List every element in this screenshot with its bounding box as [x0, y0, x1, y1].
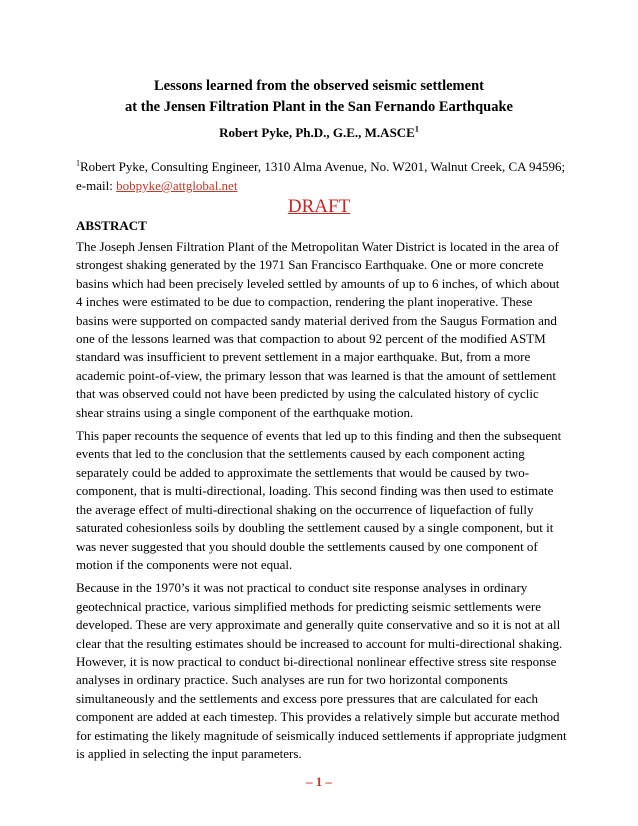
abstract-paragraph-3: Because in the 1970’s it was not practical to conduct site response analyses in ordinary geotechnical practice, various simplified methods for predicting seismic settlements were developed. These are very approximate and generally quite conservative and so it is not at all clear that the resulting estimates should be increased to account for multi-directional shaking. However, it is now practical to conduct bi-directional nonlinear effective stress site response analyses in ordinary practice. Such analyses are run for two horizontal components simultaneously and the settlements and excess pore pressures that are calculated for each component are added at each timestep. This provides a relatively simple but accurate method for estimating the likely magnitude of seismically induced settlements if appropriate judgment is applied in selecting the input parameters. [76, 580, 567, 761]
affiliation-text: Robert Pyke, Consulting Engineer, 1310 Alma Avenue, No. W201, Walnut Creek, CA 94596; [80, 159, 566, 174]
abstract-paragraph-1: The Joseph Jensen Filtration Plant of the Metropolitan Water District is located in the area of strongest shaking generated by the 1971 San Francisco Earthquake. One or more concrete basins which had been precisely leveled settled by amounts of up to 6 inches, of which about 4 inches were estimated to be due to compaction, rendering the plant inoperative. These basins were supported on compacted sandy material derived from the Saugus Formation and one of the lessons learned was that compaction to about 92 percent of the modified ASTM standard was insufficient to prevent settlement in a major earthquake. But, from a more academic point-of-view, the primary lesson that was learned is that the amount of settlement that was observed could not have been predicted by using the calculated history of cyclic shear strains using a single component of the earthquake motion. [76, 239, 560, 420]
author-name: Robert Pyke, Ph.D., G.E., M.ASCE [219, 125, 415, 140]
affiliation-superscript: 1 [76, 158, 80, 168]
affiliation [76, 157, 576, 195]
draft-watermark: DRAFT [287, 196, 351, 217]
abstract-paragraph-2: This paper recounts the sequence of events that led up to this finding and then the subsequent events that led to the conclusion that the settlements caused by each component acting separately could be added to approximate the settlements that would be caused by two-component, that is multi-directional, loading. This second finding was then used to estimate the average effect of multi-directional shaking on the occurrence of liquefaction of fully saturated cohesionless soils by doubling the settlement caused by a single component, but it was never suggested that you should double the settlements caused by one component of motion if the components were not equal. [76, 428, 562, 572]
abstract-body [76, 238, 568, 768]
email-prefix: e-mail: [76, 178, 117, 193]
email-link[interactable]: bobpyke@attglobal.net [116, 178, 238, 193]
title-line-1: Lessons learned from the observed seismic settlement [154, 78, 484, 94]
email-line [76, 176, 576, 195]
page-number: – 1 – [306, 774, 332, 789]
author-superscript: 1 [414, 124, 419, 134]
paper-title [60, 76, 578, 118]
abstract-heading: ABSTRACT [76, 218, 147, 233]
author-line [60, 124, 578, 142]
affiliation-line [76, 157, 576, 176]
title-line-2: at the Jensen Filtration Plant in the San Fernando Earthquake [125, 99, 513, 115]
